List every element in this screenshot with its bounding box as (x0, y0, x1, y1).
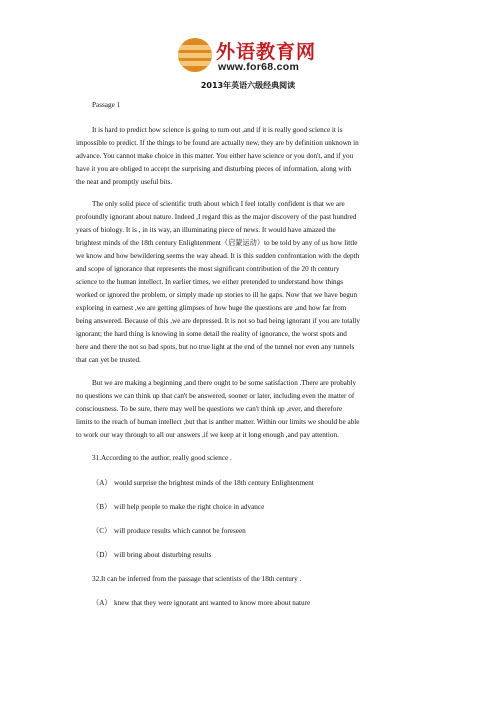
passage-label: Passage 1 (92, 101, 121, 109)
logo-brand-text: 外语教育网 (216, 41, 317, 63)
page-title: 2013年英语六级经典阅读 (200, 81, 296, 90)
text-line: consciousness. To be sure, there may well be questions we can't think up ,ever, and therefore (76, 405, 343, 413)
text-line: science to the human intellect. In earlier times, we either pretended to understand how things (76, 278, 344, 286)
option-label: （C） (92, 527, 112, 535)
text-line: here and there the not so bad spots, but no true light at the end of the tunnel nor even any tunnels (76, 343, 355, 351)
option-label: （B） (92, 503, 112, 511)
text-line: The only solid piece of scientific truth about which I feel totally confident is that we are (92, 200, 345, 208)
logo-url-text: www.for68.com (218, 61, 300, 73)
text-line: that can yet be trusted. (76, 356, 141, 364)
text-line: ignorant; the hard thing is knowing in some detail the reality of ignorance, the worst spots and (76, 330, 347, 338)
option-text: will bring about disturbing results (114, 551, 212, 559)
text-line: brightest minds of the 18th century Enlightenment（启蒙运动）to be told by any of us how little (76, 239, 358, 247)
text-line: limits to the reach of human intellect ,but that is anther matter. Within our limits we should be able (76, 418, 360, 426)
text-line: But we are making a beginning ,and there ought to be some satisfaction .There are probably (92, 379, 357, 387)
option-label: （A） (92, 479, 112, 487)
text-line: being answered. Because of this ,we are depressed. It is not so bad being ignorant if you are totally (76, 317, 361, 325)
text-line: impossible to predict. If the things to be found are actually new, they are by definition unknown in (76, 139, 359, 147)
text-line: and scope of ignorance that represents the most significant contribution of the 20 th century (76, 265, 340, 273)
option-text: knew that they were ignorant ant wanted to know more about nature (114, 599, 311, 607)
text-line: we know and how bewildering seems the way ahead. It is this sudden confrontation with the depth (76, 252, 360, 260)
option-label: （A） (92, 599, 112, 607)
text-line: exploring in earnest ,we are getting glimpses of how huge the questions are ,and how far from (76, 304, 347, 312)
option-a[interactable] (92, 598, 310, 608)
text-line: worked or ignored the problem, or simply made up stories to ill he gaps. Now that we have begun (76, 291, 358, 299)
option-label: （D） (92, 551, 112, 559)
text-line: have it you are obliged to accept the surprising and disturbing pieces of information, along with (76, 165, 352, 173)
option-b[interactable] (92, 502, 264, 512)
option-text: will help people to make the right choice in advance (114, 503, 265, 511)
option-text: will produce results which cannot be foreseen (114, 527, 246, 535)
site-logo[interactable] (178, 36, 328, 78)
option-a[interactable] (92, 478, 314, 488)
option-d[interactable] (92, 550, 211, 560)
text-line: years of biology. It is , in its way, an illuminating piece of news. It would have amazed the (76, 226, 336, 234)
question-stem: 32.It can be inferred from the passage that scientists of the 18th century . (92, 575, 302, 583)
text-line: no questions we can think up that can't be answered, sooner or later, including even the matter of (76, 392, 355, 400)
text-line: It is hard to predict how science is going to turn out ,and if it is really good science it is (92, 126, 343, 134)
option-text: would surprise the brightest minds of the 18th century Enlightenment (114, 479, 314, 487)
option-c[interactable] (92, 526, 246, 536)
text-line: profoundly ignorant about nature. Indeed ,I regard this as the major discovery of the past hundred (76, 213, 357, 221)
text-line: the neat and promptly useful bits. (76, 178, 173, 186)
text-line: advance. You cannot make choice in this matter. You either have science or you don't, and if you (76, 152, 354, 160)
globe-icon (178, 38, 212, 72)
text-line: to work our way through to all our answers ,if we keep at it long enough ,and pay attention. (76, 431, 339, 439)
question-stem: 31.According to the author, really good science . (92, 454, 232, 462)
